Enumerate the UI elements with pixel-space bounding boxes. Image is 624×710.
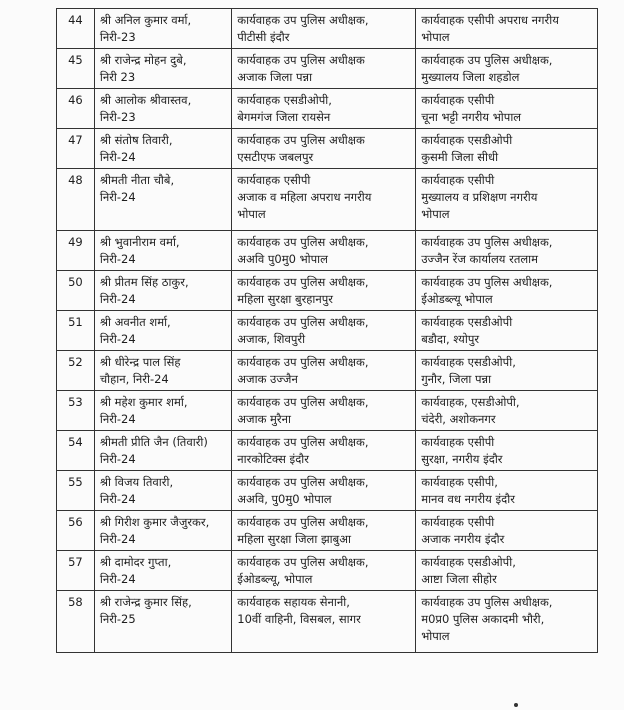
new-posting-line: कार्यवाहक उप पुलिस अधीक्षक, — [421, 275, 553, 289]
new-posting-cell — [416, 351, 598, 391]
current-posting-line: नारकोटिक्स इंदौर — [237, 452, 309, 466]
new-posting-line: गुनौर, जिला पन्ना — [421, 372, 492, 386]
current-posting-line: कार्यवाहक उप पुलिस अधीक्षक, — [237, 515, 369, 529]
officer-name-cell — [94, 511, 231, 551]
serial-number-cell: 47 — [57, 129, 95, 169]
table-row — [57, 591, 598, 653]
officer-name-line: निरी-25 — [99, 612, 136, 626]
current-posting-cell — [232, 49, 416, 89]
table-row — [57, 129, 598, 169]
new-posting-line: कार्यवाहक उप पुलिस अधीक्षक, — [421, 595, 553, 609]
officer-name-line: श्री अवनीत शर्मा, — [99, 315, 171, 329]
current-posting-cell — [232, 471, 416, 511]
new-posting-line: कुसमी जिला सीधी — [421, 150, 499, 164]
table-row — [57, 551, 598, 591]
table-row — [57, 9, 598, 49]
new-posting-line: कार्यवाहक एसडीओपी — [421, 133, 513, 147]
table-row — [57, 511, 598, 551]
officer-name-line: श्री राजेन्द्र कुमार सिंह, — [99, 595, 192, 609]
current-posting-line: अअवि, पु0मु0 भोपाल — [237, 492, 332, 506]
officer-name-line: निरी-24 — [99, 492, 136, 506]
new-posting-cell — [416, 591, 598, 653]
new-posting-line: भोपाल — [421, 30, 450, 44]
new-posting-line: कार्यवाहक एसीपी — [421, 93, 495, 107]
current-posting-cell — [232, 351, 416, 391]
new-posting-line: कार्यवाहक एसडीओपी — [421, 315, 513, 329]
serial-number-cell: 51 — [57, 311, 95, 351]
officer-name-line: श्री महेश कुमार शर्मा, — [99, 395, 188, 409]
new-posting-line: बडौदा, श्योपुर — [421, 332, 480, 346]
new-posting-cell — [416, 551, 598, 591]
officer-name-line: श्री भुवानीराम वर्मा, — [99, 235, 180, 249]
new-posting-line: कार्यवाहक एसडीओपी, — [421, 355, 516, 369]
officer-name-cell — [94, 591, 231, 653]
current-posting-line: बेगमगंज जिला रायसेन — [237, 110, 331, 124]
current-posting-line: अजाक उज्जैन — [237, 372, 298, 386]
current-posting-cell — [232, 129, 416, 169]
new-posting-line: कार्यवाहक एसडीओपी, — [421, 555, 516, 569]
transfer-table — [56, 8, 598, 653]
officer-name-cell — [94, 129, 231, 169]
current-posting-cell — [232, 311, 416, 351]
new-posting-line: कार्यवाहक उप पुलिस अधीक्षक, — [421, 235, 553, 249]
new-posting-cell — [416, 129, 598, 169]
new-posting-line: कार्यवाहक एसीपी, — [421, 475, 498, 489]
officer-name-line: निरी-24 — [99, 292, 136, 306]
current-posting-line: कार्यवाहक सहायक सेनानी, — [237, 595, 350, 609]
table-row — [57, 89, 598, 129]
new-posting-line: ईओडब्ल्यू भोपाल — [421, 292, 493, 306]
officer-name-cell — [94, 231, 231, 271]
officer-name-line: निरी-24 — [99, 452, 136, 466]
new-posting-cell — [416, 89, 598, 129]
current-posting-line: कार्यवाहक उप पुलिस अधीक्षक — [237, 133, 365, 147]
current-posting-cell — [232, 89, 416, 129]
officer-name-line: चौहान, निरी-24 — [99, 372, 169, 386]
officer-name-line: श्री दामोदर गुप्ता, — [99, 555, 172, 569]
new-posting-cell — [416, 311, 598, 351]
new-posting-line: आष्टा जिला सीहोर — [421, 572, 497, 586]
new-posting-cell — [416, 49, 598, 89]
table-row — [57, 169, 598, 231]
officer-name-line: निरी-24 — [99, 332, 136, 346]
new-posting-line: सुरक्षा, नगरीय इंदौर — [421, 452, 503, 466]
current-posting-cell — [232, 511, 416, 551]
new-posting-line: कार्यवाहक एसीपी अपराध नगरीय — [421, 13, 559, 27]
current-posting-line: अजाक, शिवपुरी — [237, 332, 306, 346]
new-posting-line: चूना भट्टी नगरीय भोपाल — [421, 110, 522, 124]
current-posting-cell — [232, 391, 416, 431]
officer-name-line: श्रीमती नीता चौबे, — [99, 173, 175, 187]
current-posting-line: कार्यवाहक एसीपी — [237, 173, 311, 187]
current-posting-line: महिला सुरक्षा बुरहानपुर — [237, 292, 333, 306]
current-posting-line: अअवि पु0मु0 भोपाल — [237, 252, 328, 266]
officer-name-line: निरी-23 — [99, 110, 136, 124]
transfer-list-sheet — [56, 8, 598, 653]
officer-name-line: श्री विजय तिवारी, — [99, 475, 174, 489]
new-posting-line: कार्यवाहक एसीपी — [421, 515, 495, 529]
table-row — [57, 49, 598, 89]
officer-name-line: निरी 23 — [99, 70, 136, 84]
officer-name-cell — [94, 9, 231, 49]
new-posting-cell — [416, 391, 598, 431]
officer-name-line: निरी-24 — [99, 252, 136, 266]
officer-name-line: निरी-23 — [99, 30, 136, 44]
officer-name-cell — [94, 311, 231, 351]
officer-name-cell — [94, 89, 231, 129]
officer-name-cell — [94, 271, 231, 311]
current-posting-line: अजाक जिला पन्ना — [237, 70, 313, 84]
current-posting-cell — [232, 169, 416, 231]
current-posting-line: कार्यवाहक उप पुलिस अधीक्षक, — [237, 555, 369, 569]
officer-name-line: निरी-24 — [99, 150, 136, 164]
officer-name-cell — [94, 551, 231, 591]
officer-name-cell — [94, 169, 231, 231]
table-row — [57, 351, 598, 391]
serial-number-cell: 56 — [57, 511, 95, 551]
current-posting-line: ईओडब्ल्यू, भोपाल — [237, 572, 313, 586]
officer-name-line: निरी-24 — [99, 412, 136, 426]
new-posting-line: म0प्र0 पुलिस अकादमी भौरी, — [421, 612, 545, 626]
current-posting-line: अजाक मुरैना — [237, 412, 291, 426]
new-posting-line: कार्यवाहक उप पुलिस अधीक्षक, — [421, 53, 553, 67]
new-posting-cell — [416, 9, 598, 49]
officer-name-cell — [94, 351, 231, 391]
current-posting-line: भोपाल — [237, 207, 266, 221]
serial-number-cell: 57 — [57, 551, 95, 591]
new-posting-cell — [416, 471, 598, 511]
officer-name-line: श्री धीरेन्द्र पाल सिंह — [99, 355, 181, 369]
new-posting-line: कार्यवाहक एसीपी — [421, 435, 495, 449]
serial-number-cell: 58 — [57, 591, 95, 653]
current-posting-line: कार्यवाहक उप पुलिस अधीक्षक — [237, 53, 365, 67]
table-row — [57, 271, 598, 311]
new-posting-cell — [416, 271, 598, 311]
serial-number-cell: 52 — [57, 351, 95, 391]
new-posting-line: कार्यवाहक, एसडीओपी, — [421, 395, 520, 409]
table-row — [57, 431, 598, 471]
serial-number-cell: 46 — [57, 89, 95, 129]
serial-number-cell: 53 — [57, 391, 95, 431]
current-posting-line: कार्यवाहक उप पुलिस अधीक्षक, — [237, 235, 369, 249]
current-posting-line: पीटीसी इंदौर — [237, 30, 290, 44]
new-posting-line: भोपाल — [421, 629, 450, 643]
officer-name-line: निरी-24 — [99, 532, 136, 546]
officer-name-cell — [94, 49, 231, 89]
serial-number-cell: 48 — [57, 169, 95, 231]
new-posting-line: मुख्यालय जिला शहडोल — [421, 70, 520, 84]
new-posting-line: उज्जैन रेंज कार्यालय रतलाम — [421, 252, 539, 266]
current-posting-cell — [232, 231, 416, 271]
current-posting-line: कार्यवाहक उप पुलिस अधीक्षक, — [237, 355, 369, 369]
new-posting-line: कार्यवाहक एसीपी — [421, 173, 495, 187]
table-row — [57, 471, 598, 511]
current-posting-cell — [232, 271, 416, 311]
current-posting-cell — [232, 591, 416, 653]
current-posting-cell — [232, 9, 416, 49]
officer-name-line: श्री राजेन्द्र मोहन दुबे, — [99, 53, 187, 67]
new-posting-line: अजाक नगरीय इंदौर — [421, 532, 505, 546]
serial-number-cell: 49 — [57, 231, 95, 271]
officer-name-cell — [94, 471, 231, 511]
officer-name-line: श्री प्रीतम सिंह ठाकुर, — [99, 275, 189, 289]
officer-name-line: निरी-24 — [99, 572, 136, 586]
officer-name-cell — [94, 431, 231, 471]
current-posting-line: कार्यवाहक उप पुलिस अधीक्षक, — [237, 435, 369, 449]
current-posting-line: कार्यवाहक उप पुलिस अधीक्षक, — [237, 395, 369, 409]
new-posting-cell — [416, 169, 598, 231]
current-posting-line: एसटीएफ जबलपुर — [237, 150, 314, 164]
officer-name-cell — [94, 391, 231, 431]
current-posting-cell — [232, 431, 416, 471]
current-posting-line: कार्यवाहक उप पुलिस अधीक्षक, — [237, 13, 369, 27]
new-posting-line: मुख्यालय व प्रशिक्षण नगरीय — [421, 190, 538, 204]
officer-name-line: श्री अनिल कुमार वर्मा, — [99, 13, 192, 27]
table-row — [57, 391, 598, 431]
new-posting-cell — [416, 511, 598, 551]
serial-number-cell: 55 — [57, 471, 95, 511]
serial-number-cell: 44 — [57, 9, 95, 49]
serial-number-cell: 54 — [57, 431, 95, 471]
current-posting-cell — [232, 551, 416, 591]
officer-name-line: श्री संतोष तिवारी, — [99, 133, 173, 147]
current-posting-line: महिला सुरक्षा जिला झाबुआ — [237, 532, 351, 546]
serial-number-cell: 45 — [57, 49, 95, 89]
current-posting-line: अजाक व महिला अपराध नगरीय — [237, 190, 372, 204]
current-posting-line: कार्यवाहक उप पुलिस अधीक्षक, — [237, 275, 369, 289]
serial-number-cell: 50 — [57, 271, 95, 311]
transfer-table-body — [57, 9, 598, 653]
current-posting-line: कार्यवाहक उप पुलिस अधीक्षक, — [237, 475, 369, 489]
officer-name-line: श्रीमती प्रीति जैन (तिवारी) — [99, 435, 208, 449]
officer-name-line: श्री आलोक श्रीवास्तव, — [99, 93, 192, 107]
table-row — [57, 231, 598, 271]
current-posting-line: 10वीं वाहिनी, विसबल, सागर — [237, 612, 361, 626]
new-posting-line: भोपाल — [421, 207, 450, 221]
page-edge-mark — [514, 703, 518, 707]
current-posting-line: कार्यवाहक उप पुलिस अधीक्षक, — [237, 315, 369, 329]
officer-name-line: निरी-24 — [99, 190, 136, 204]
new-posting-line: मानव वध नगरीय इंदौर — [421, 492, 515, 506]
new-posting-cell — [416, 431, 598, 471]
new-posting-line: चंदेरी, अशोकनगर — [421, 412, 496, 426]
officer-name-line: श्री गिरीश कुमार जैजुरकर, — [99, 515, 210, 529]
new-posting-cell — [416, 231, 598, 271]
current-posting-line: कार्यवाहक एसडीओपी, — [237, 93, 332, 107]
table-row — [57, 311, 598, 351]
